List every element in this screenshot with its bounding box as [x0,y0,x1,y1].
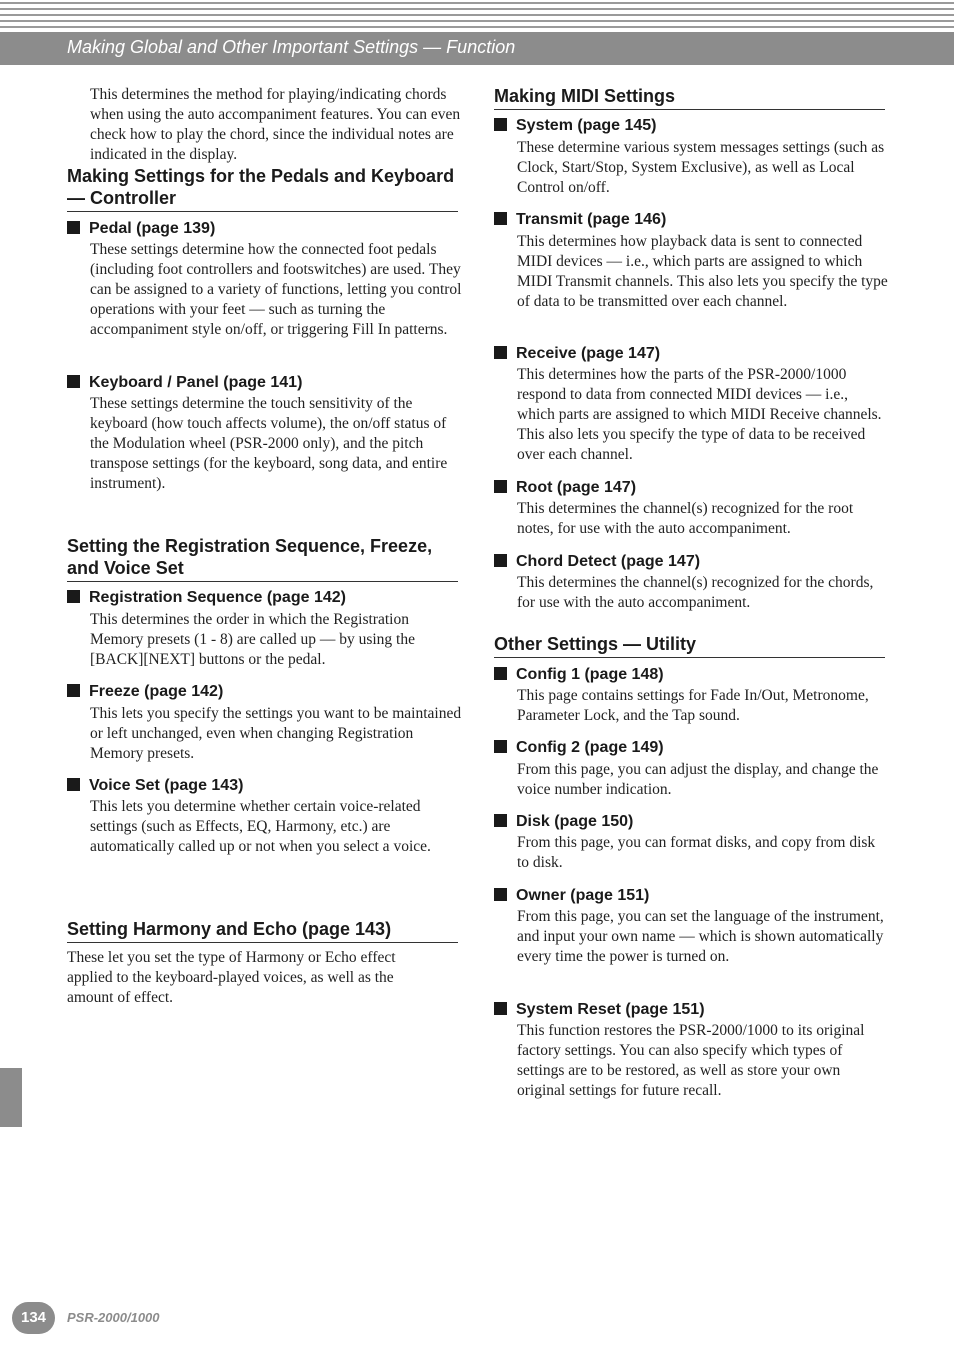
config1-heading: Config 1 (page 148) [494,665,885,685]
pedal-heading: Pedal (page 139) [67,219,458,239]
bullet-square-icon [494,480,507,493]
bullet-square-icon [67,590,80,603]
bullet-square-icon [67,684,80,697]
harmony-heading: Setting Harmony and Echo (page 143) [67,918,458,943]
bullet-square-icon [67,778,80,791]
system-reset-heading: System Reset (page 151) [494,1000,885,1020]
bullet-square-icon [494,346,507,359]
harmony-text: These let you set the type of Harmony or Echo effect applied to the keyboard-played voices, as well as the amount of effect. [67,949,396,1007]
footer-model: PSR-2000/1000 [67,1310,160,1325]
voice-set-heading: Voice Set (page 143) [67,776,458,796]
side-tab [0,1068,22,1127]
keyboard-text: These settings determine the touch sensitivity of the keyboard (how touch affects volume), the on/off status of the Modulation wheel (PSR-2000 only), and the pitch transpose settings (for the keyboard, song data, and entire instrument). [90,395,448,493]
bullet-square-icon [494,740,507,753]
bullet-square-icon [494,118,507,131]
freeze-heading: Freeze (page 142) [67,682,458,702]
controller-heading: Making Settings for the Pedals and Keyboard — Controller [67,165,458,212]
freeze-text: This lets you specify the settings you want to be maintained or left unchanged, even when changing Registration Memory presets. [90,705,462,763]
transmit-heading: Transmit (page 146) [494,210,885,230]
bullet-square-icon [494,1002,507,1015]
transmit-text: This determines how playback data is sent to connected MIDI devices — i.e., which parts are assigned to which MIDI Transmit channels. This also lets you specify the type of data to be transmitted over each channel. [517,233,888,311]
header-bar [0,32,954,65]
receive-heading: Receive (page 147) [494,344,885,364]
chord-detect-text: This determines the channel(s) recognized for the chords, for use with the auto accompaniment. [517,574,874,612]
root-heading: Root (page 147) [494,478,885,498]
header-stripes [0,0,954,32]
page-number: 134 [12,1302,55,1334]
registration-sequence-text: This determines the order in which the Registration Memory presets (1 - 8) are called up — by using the [BACK][NEXT] buttons or the pedal. [90,611,415,669]
bullet-square-icon [494,212,507,225]
voice-set-text: This lets you determine whether certain voice-related settings (such as Effects, EQ, Harmony, etc.) are automatically called up or not when you select a voice. [90,798,431,856]
midi-heading: Making MIDI Settings [494,85,885,110]
utility-heading: Other Settings — Utility [494,633,885,658]
disk-heading: Disk (page 150) [494,812,885,832]
registration-heading: Setting the Registration Sequence, Freeze, and Voice Set [67,535,458,582]
root-text: This determines the channel(s) recognized for the root notes, for use with the auto accompaniment. [517,500,854,538]
bullet-square-icon [494,554,507,567]
bullet-square-icon [494,667,507,680]
keyboard-heading: Keyboard / Panel (page 141) [67,373,458,393]
bullet-square-icon [67,375,80,388]
registration-sequence-heading: Registration Sequence (page 142) [67,588,458,608]
config2-heading: Config 2 (page 149) [494,738,885,758]
owner-heading: Owner (page 151) [494,886,885,906]
disk-text: From this page, you can format disks, and copy from disk to disk. [517,834,876,872]
receive-text: This determines how the parts of the PSR-2000/1000 respond to data from connected MIDI devices — i.e., which parts are assigned to which MIDI Receive channels. This also lets you specify the type of data to be received over each channel. [517,366,882,464]
config1-text: This page contains settings for Fade In/Out, Metronome, Parameter Lock, and the Tap sound. [517,687,869,725]
header-title: Making Global and Other Important Settings — Function [67,37,516,57]
system-reset-text: This function restores the PSR-2000/1000 to its original factory settings. You can also specify which types of settings are to be restored, as well as store your own original settings for future recall. [517,1022,865,1100]
owner-text: From this page, you can set the language of the instrument, and input your own name — which is shown automatically every time the power is turned on. [517,908,884,966]
bullet-square-icon [494,888,507,901]
system-heading: System (page 145) [494,116,885,136]
intro-text: This determines the method for playing/indicating chords when using the auto accompaniment features. You can even check how to play the chord, since the individual notes are indicated in the display. [90,86,461,164]
pedal-text: These settings determine how the connected foot pedals (including foot controllers and footswitches) are used. They can be assigned to a variety of functions, letting you control operations with your feet — such as turning the accompaniment style on/off, or triggering Fill In patterns. [90,241,462,339]
config2-text: From this page, you can adjust the display, and change the voice number indication. [517,761,879,799]
system-text: These determine various system messages settings (such as Clock, Start/Stop, System Exclusive), as well as Local Control on/off. [517,139,885,197]
bullet-square-icon [494,814,507,827]
bullet-square-icon [67,221,80,234]
chord-detect-heading: Chord Detect (page 147) [494,552,885,572]
